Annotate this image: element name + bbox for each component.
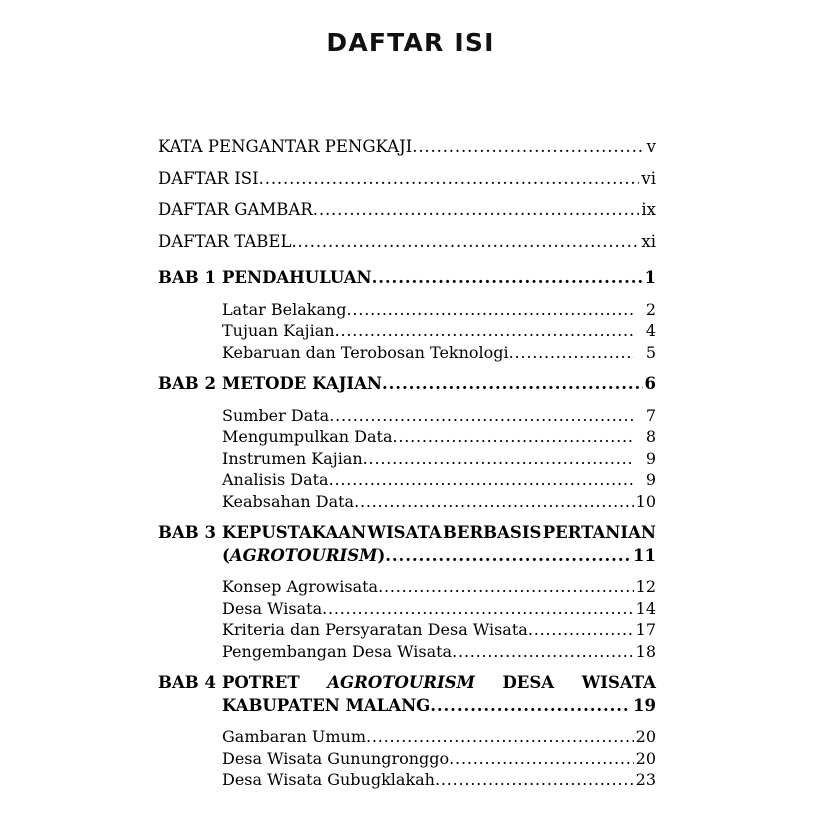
chapter-title-word: KEPUSTAKAAN — [222, 523, 367, 542]
chapter-block-bab-2 — [158, 373, 656, 512]
paren-open: ( — [222, 545, 230, 565]
chapter-title-word: WISATA — [367, 523, 442, 542]
toc-entry-label: Desa Wisata Gubugklakah — [222, 770, 435, 789]
toc-entry-keabsahan-data[interactable] — [222, 491, 656, 513]
toc-entry-label: Mengumpulkan Data — [222, 427, 393, 446]
toc-entry-page: 20 — [635, 748, 656, 768]
chapter-page: 11 — [633, 545, 656, 565]
toc-entry-page: 5 — [645, 342, 656, 362]
chapter-title-line-1 — [222, 672, 656, 695]
toc-entry-desa-wisata-gunungronggo[interactable] — [222, 748, 656, 770]
dot-leader — [354, 494, 634, 510]
dot-leader — [313, 202, 640, 219]
toc-entry-page: 10 — [635, 491, 656, 511]
toc-entry-daftar-gambar[interactable] — [158, 194, 656, 226]
toc-entry-latar-belakang[interactable] — [222, 299, 656, 321]
toc-entry-page: 9 — [645, 470, 656, 489]
chapter-title-body — [222, 267, 656, 290]
chapter-title-text — [222, 545, 385, 568]
chapter-number: BAB 2 — [158, 374, 216, 393]
toc-entry-page: 12 — [635, 577, 656, 596]
dot-leader — [291, 234, 639, 251]
toc-entry-desa-wisata[interactable] — [222, 598, 656, 620]
toc-entry-kata-pengantar-pengkaji[interactable] — [158, 131, 656, 163]
toc-entry-instrumen-kajian[interactable] — [222, 448, 656, 470]
chapter-title-line-1 — [222, 522, 656, 545]
dot-leader — [378, 579, 634, 595]
toc-entry-label: Kriteria dan Persyaratan Desa Wisata — [222, 620, 528, 639]
toc-entry-page: 20 — [635, 727, 656, 746]
chapter-page: 6 — [644, 374, 656, 393]
chapter-title-word: DESA — [502, 673, 555, 692]
page-title: DAFTAR ISI — [326, 28, 495, 57]
dot-leader — [385, 548, 631, 565]
chapter-heading[interactable] — [158, 522, 656, 567]
toc-entry-label: Latar Belakang — [222, 299, 347, 319]
subsection-list — [222, 299, 656, 364]
chapter-title-body — [222, 522, 656, 567]
subsection-list — [222, 576, 656, 662]
toc-entry-label: DAFTAR GAMBAR — [158, 200, 313, 219]
chapter-heading[interactable] — [158, 672, 656, 717]
chapter-page: 19 — [633, 695, 656, 715]
chapter-heading[interactable] — [158, 373, 656, 396]
toc-entry-page: 14 — [635, 598, 656, 618]
toc-entry-page: 23 — [635, 770, 656, 789]
dot-leader — [435, 772, 634, 788]
table-of-contents — [158, 131, 656, 791]
toc-entry-label: Sumber Data — [222, 405, 330, 425]
paren-close: ) — [377, 545, 386, 565]
subsection-list — [222, 726, 656, 791]
toc-entry-page: 18 — [635, 641, 656, 661]
chapter-title-word: BERBASIS — [442, 523, 542, 542]
chapter-title-line — [222, 373, 656, 396]
toc-entry-page: 8 — [645, 427, 656, 446]
dot-leader — [322, 601, 634, 617]
toc-entry-page: 7 — [645, 405, 656, 425]
dot-leader — [329, 408, 634, 424]
toc-entry-label: KATA PENGANTAR PENGKAJI — [158, 137, 413, 156]
chapter-number: BAB 4 — [158, 673, 216, 692]
toc-entry-daftar-isi[interactable] — [158, 163, 656, 195]
subsection-list — [222, 405, 656, 513]
dot-leader — [382, 376, 643, 393]
toc-entry-page: v — [646, 137, 656, 156]
toc-entry-daftar-tabel[interactable] — [158, 226, 656, 258]
dot-leader — [259, 171, 640, 188]
chapter-title-body — [222, 672, 656, 717]
dot-leader — [335, 323, 634, 339]
chapter-title-body — [222, 373, 656, 396]
dot-leader — [449, 751, 633, 767]
toc-entry-pengembangan-desa-wisata[interactable] — [222, 641, 656, 663]
toc-entry-sumber-data[interactable] — [222, 405, 656, 427]
toc-entry-mengumpulkan-data[interactable] — [222, 426, 656, 448]
chapter-title-text: PENDAHULUAN — [222, 268, 372, 287]
toc-entry-gambaran-umum[interactable] — [222, 726, 656, 748]
chapter-block-bab-4 — [158, 672, 656, 791]
toc-entry-analisis-data[interactable] — [222, 469, 656, 491]
chapter-heading[interactable] — [158, 267, 656, 290]
chapter-number: BAB 1 — [158, 268, 216, 287]
chapter-title-text: METODE KAJIAN — [222, 374, 383, 393]
dot-leader — [412, 139, 644, 156]
dot-leader — [347, 302, 634, 318]
toc-entry-page: vi — [641, 168, 656, 188]
chapter-number: BAB 3 — [158, 523, 216, 542]
toc-entry-label: Desa Wisata — [222, 598, 323, 618]
dot-leader — [329, 472, 634, 488]
chapter-title-italic-term: AGROTOURISM — [229, 545, 378, 565]
dot-leader — [393, 429, 635, 445]
chapter-block-bab-1 — [158, 267, 656, 363]
frontmatter-list — [158, 131, 656, 257]
chapter-title-line-2 — [222, 695, 656, 718]
toc-entry-label: Analisis Data — [222, 470, 329, 489]
chapter-page: 1 — [644, 268, 656, 287]
toc-entry-page: ix — [641, 200, 656, 219]
toc-entry-label: Tujuan Kajian — [222, 321, 335, 340]
chapter-title-word: POTRET — [222, 673, 300, 692]
chapter-title-line-2 — [222, 545, 656, 568]
toc-entry-page: 9 — [645, 448, 656, 468]
chapter-title-text: KABUPATEN MALANG — [222, 695, 431, 715]
chapter-title-word: PERTANIAN — [542, 523, 656, 542]
toc-entry-label: DAFTAR ISI — [158, 168, 259, 188]
toc-entry-label: Pengembangan Desa Wisata — [222, 641, 453, 661]
toc-entry-kriteria-dan-persyaratan-desa-wisata[interactable] — [222, 619, 656, 641]
toc-entry-label: Instrumen Kajian — [222, 448, 363, 468]
toc-entry-label: Desa Wisata Gunungronggo — [222, 748, 450, 768]
dot-leader — [363, 451, 634, 467]
dot-leader — [366, 729, 634, 745]
dot-leader — [528, 622, 634, 638]
toc-entry-kebaruan-dan-terobosan-teknologi[interactable] — [222, 342, 656, 364]
dot-leader — [430, 698, 631, 715]
toc-entry-tujuan-kajian[interactable] — [222, 320, 656, 342]
toc-entry-label: Kebaruan dan Terobosan Teknologi — [222, 342, 509, 362]
toc-entry-page: 2 — [645, 299, 656, 319]
toc-entry-desa-wisata-gubugklakah[interactable] — [222, 769, 656, 791]
toc-entry-label: DAFTAR TABEL — [158, 231, 292, 251]
toc-entry-label: Keabsahan Data — [222, 491, 355, 511]
toc-entry-label: Konsep Agrowisata — [222, 577, 379, 596]
toc-entry-page: xi — [641, 231, 656, 251]
toc-entry-konsep-agrowisata[interactable] — [222, 576, 656, 598]
toc-entry-label: Gambaran Umum — [222, 727, 366, 746]
chapter-block-bab-3 — [158, 522, 656, 662]
toc-entry-page: 4 — [645, 321, 656, 340]
dot-leader — [452, 644, 634, 660]
toc-entry-page: 17 — [635, 620, 656, 639]
chapter-title-italic-term: AGROTOURISM — [327, 673, 475, 692]
chapter-title-word: WISATA — [581, 673, 656, 692]
dot-leader — [509, 345, 634, 361]
chapter-title-line — [222, 267, 656, 290]
dot-leader — [372, 270, 643, 287]
